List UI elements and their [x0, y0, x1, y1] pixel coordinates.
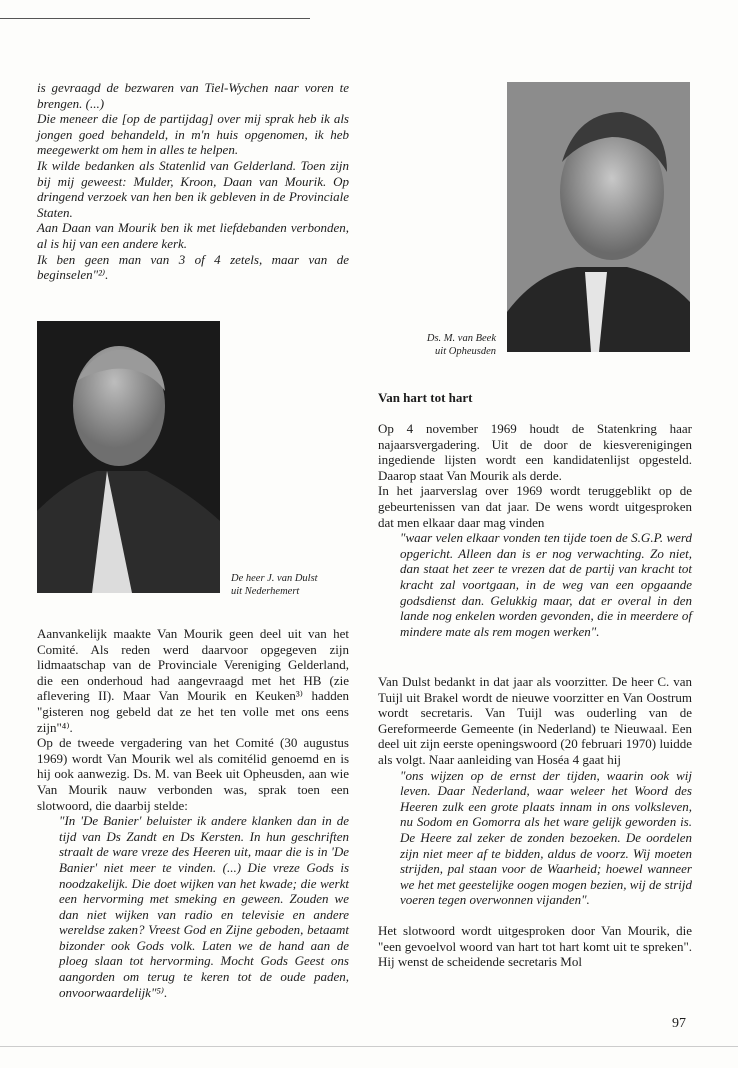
top-rule	[0, 18, 310, 19]
caption-line: uit Opheusden	[435, 345, 496, 357]
quote: "ons wijzen op de ernst der tijden, waarin ook wij leven. Daar Nederland, waar weleer het Woord des Heeren zulk een grote plaats innam in ons volksleven, nu Sodom en Gomorra als het ware gelijk geworden is. De Heere zal zeker de zonden bezoeken. De oordelen zijn niet meer af te bidden, aldus de voorz. Wij moeten strijden, pal staan voor de Waarheid; hoewel wanneer we het met geestelijke oogen mogen bezien, wij de strijd voeren tegen overwonnen vijanden".	[400, 767, 692, 908]
paragraph: Aanvankelijk maakte Van Mourik geen deel uit van het Comité. Als reden werd daarvoor opgegeven zijn lidmaatschap van de Provinciale Vereniging Gelderland, die een onderhoud had aangevraagd met het HB (zie aflevering II). Maar Van Mourik en Keuken³⁾ hadden "gisteren nog gebeld dat ze het ten volle met ons eens zijn"⁴⁾.	[37, 626, 349, 735]
photo-van-dulst	[37, 321, 220, 593]
paragraph: Het slotwoord wordt uitgesproken door Van Mourik, die "een gevoelvol woord van hart tot hart komt uit te spreken". Hij wenst de scheidende secretaris Mol	[378, 922, 692, 970]
paragraph: Ik ben geen man van 3 of 4 zetels, maar van de beginselen"²⁾.	[37, 251, 349, 283]
paragraph: In het jaarverslag over 1969 wordt teruggeblikt op de gebeurtenissen van dat jaar. De wens wordt uitgesproken dat men elkaar daar mag vinden	[378, 483, 692, 530]
quote: "In 'De Banier' beluister ik andere klanken dan in de tijd van Ds Zandt en Ds Kersten. In hun geschriften straalt de ware vreze des Heeren uit, maar die is in 'De Banier' niet meer te vinden. (...) Die vreze Gods is noodzakelijk. Die doet wijken van het kwade; die werkt een hervorming met smeking en geween. Zouden we dan niet wijken van radio en televisie en andere wereldse zaken? Vreest God en Zijne geboden, betaamt bizonder ook Gods volk. Laten we de hand aan de ploeg slaan tot hervorming. Mocht Gods Geest ons aangorden om terug te keren tot de oude paden, onvoorwaardelijk"⁵⁾.	[59, 813, 349, 1000]
quote: "waar velen elkaar vonden ten tijde toen de S.G.P. werd opgericht. Alleen dan is er nog verwachting. Zo niet, dan staat het zeer te vrezen dat de partij van kracht tot kracht zal voortgaan, in de weg van een opgaande godsdienst dan. Gelukkig maar, dat er overal in den lande nog enkelen worden gevonden, die in meerdere of mindere mate als rem mogen werken".	[400, 530, 692, 639]
paragraph: Op 4 november 1969 houdt de Statenkring haar najaarsvergadering. Uit de door de kiesverenigingen ingediende lijsten wordt een kandidatenlijst opgesteld. Daarop staat Van Mourik als derde.	[378, 421, 692, 483]
left-bottom-text	[37, 626, 349, 1000]
paragraph: Aan Daan van Mourik ben ik met liefdebanden verbonden, al is hij van een andere kerk.	[37, 220, 349, 251]
photo-van-beek	[507, 82, 690, 352]
left-top-text	[37, 80, 349, 283]
caption-line: De heer J. van Dulst	[231, 573, 318, 584]
paragraph: Op de tweede vergadering van het Comité (30 augustus 1969) wordt Van Mourik wel als comitélid genoemd en is hij ook aanwezig. Ds. M. van Beek uit Opheusden, aan wie Van Mourik nauw verbonden was, sprak toen een slotwoord, die daarbij stelde:	[37, 735, 349, 813]
paragraph: Van Dulst bedankt in dat jaar als voorzitter. De heer C. van Tuijl uit Brakel wordt de nieuwe voorzitter en Van Oostrum wordt secretaris. Van Tuijl was ouderling van de Gereformeerde Gemeente (in Nederland) te Nieuwaal. Een deel uit zijn eerste openingswoord (20 februari 1970) luidde als volgt. Naar aanleiding van Hoséa 4 gaat hij	[378, 674, 692, 767]
paragraph: Ik wilde bedanken als Statenlid van Gelderland. Toen zijn bij mij geweest: Mulder, Kroon, Daan van Mourik. Op dringend verzoek van hen ben ik gebleven in de Provinciale Staten.	[37, 157, 349, 220]
paragraph: is gevraagd de bezwaren van Tiel-Wychen naar voren te brengen. (...)	[37, 80, 349, 111]
bottom-rule	[0, 1046, 738, 1047]
caption-van-dulst	[231, 573, 318, 598]
paragraph: Die meneer die [op de partijdag] over mij sprak heb ik als jongen goed behandeld, in m'n huis opgenomen, ik heb meegewerkt om hem in alles te helpen.	[37, 111, 349, 158]
page-number: 97	[672, 1016, 686, 1031]
caption-line: uit Nederhemert	[231, 585, 300, 597]
right-text	[378, 421, 692, 639]
section-heading: Van hart tot hart	[378, 390, 473, 405]
right-text-lower	[378, 674, 692, 970]
caption-van-beek	[418, 333, 496, 358]
caption-line: Ds. M. van Beek	[426, 333, 496, 344]
